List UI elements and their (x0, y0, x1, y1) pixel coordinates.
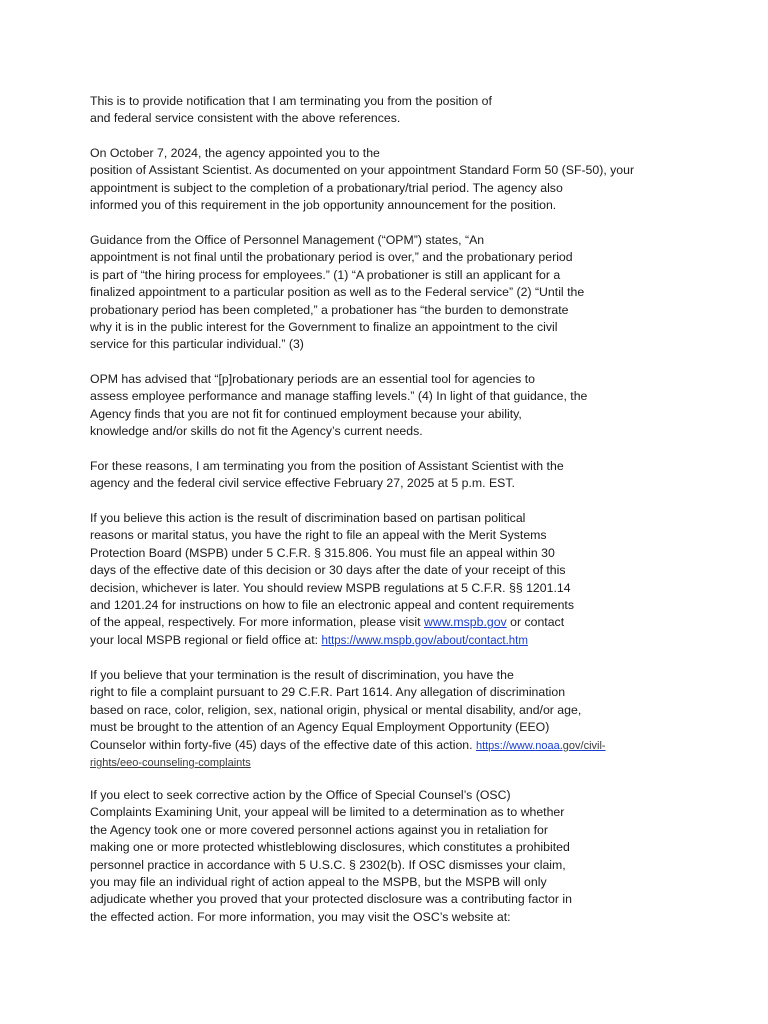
text-fragment: Counselor within forty-five (45) days of the effective date of this action. (90, 737, 476, 752)
text-line: Agency finds that you are not fit for continued employment because your ability, (90, 406, 522, 421)
paragraph-osc-corrective-action (90, 787, 690, 926)
text-line: the effected action. For more information, you may visit the OSC’s website at: (90, 909, 511, 924)
text-line: service for this particular individual.” (3) (90, 337, 304, 352)
paragraph-mspb-appeal (90, 510, 690, 649)
paragraph-appointment (90, 145, 690, 215)
paragraph-opm-guidance (90, 232, 690, 354)
text-line: making one or more protected whistleblowing disclosures, which constitutes a prohibited (90, 840, 570, 855)
text-line: days of the effective date of this decision or 30 days after the date of your receipt of this (90, 563, 566, 578)
mspb-contact-link[interactable]: https://www.mspb.gov/about/contact.htm (321, 634, 528, 647)
text-line: Protection Board (MSPB) under 5 C.F.R. § 315.806. You must file an appeal within 30 (90, 545, 555, 560)
text-line: On October 7, 2024, the agency appointed you to the (90, 146, 380, 160)
text-line: right to file a complaint pursuant to 29 C.F.R. Part 1614. Any allegation of discrimination (90, 685, 566, 700)
text-line: you may file an individual right of action appeal to the MSPB, but the MSPB will only (90, 874, 547, 889)
text-line: informed you of this requirement in the job opportunity announcement for the position. (90, 198, 557, 213)
text-line: reasons or marital status, you have the right to file an appeal with the Merit Systems (90, 528, 547, 543)
text-line: agency and the federal civil service effective February 27, 2025 at 5 p.m. EST. (90, 476, 515, 491)
text-line: finalized appointment to a particular position as well as to the Federal service” (2) “Until the (90, 285, 585, 300)
text-line: adjudicate whether you proved that your protected disclosure was a contributing factor in (90, 892, 572, 907)
text-line: the Agency took one or more covered personnel actions against you in retaliation for (90, 822, 548, 837)
text-line: based on race, color, religion, sex, national origin, physical or mental disability, and/or age, (90, 702, 582, 717)
text-line: OPM has advised that “[p]robationary periods are an essential tool for agencies to (90, 372, 535, 386)
paragraph-notification (90, 93, 690, 128)
text-line (90, 614, 690, 631)
text-fragment: or contact (506, 615, 565, 630)
text-line: assess employee performance and manage staffing levels.” (4) In light of that guidance, the (90, 389, 588, 404)
text-fragment: of the appeal, respectively. For more information, please visit (90, 615, 424, 630)
noaa-eeo-link[interactable] (476, 740, 606, 752)
mspb-website-link[interactable]: www.mspb.gov (424, 615, 507, 630)
text-line: decision, whichever is later. You should review MSPB regulations at 5 C.F.R. §§ 1201.14 (90, 580, 571, 595)
text-line: personnel practice in accordance with 5 U.S.C. § 2302(b). If OSC dismisses your claim, (90, 857, 566, 872)
paragraph-termination (90, 458, 690, 493)
text-line: must be brought to the attention of an Agency Equal Employment Opportunity (EEO) (90, 720, 550, 735)
text-line: This is to provide notification that I am terminating you from the position of (90, 94, 492, 108)
text-line (90, 632, 690, 649)
text-line: If you elect to seek corrective action by the Office of Special Counsel’s (OSC) (90, 788, 511, 802)
text-line: If you believe that your termination is the result of discrimination, you have the (90, 668, 514, 682)
text-line: If you believe this action is the result of discrimination based on partisan political (90, 511, 526, 525)
paragraph-opm-advice (90, 371, 690, 441)
text-line: is part of “the hiring process for employees.” (1) “A probationer is still an applicant for a (90, 267, 561, 282)
text-line: Guidance from the Office of Personnel Management (“OPM”) states, “An (90, 233, 485, 247)
text-line: position of Assistant Scientist. As documented on your appointment Standard Form 50 (SF-50), your (90, 163, 635, 178)
text-line: and federal service consistent with the above references. (90, 111, 401, 126)
text-line: appointment is subject to the completion of a probationary/trial period. The agency also (90, 180, 563, 195)
link-fragment: https://www.noaa (475, 739, 560, 752)
paragraph-eeo-complaint (90, 667, 690, 771)
text-fragment: your local MSPB regional or field office at: (90, 632, 322, 647)
noaa-eeo-link-continued[interactable]: rights/eeo-counseling-complaints (90, 756, 251, 769)
text-line: appointment is not final until the probationary period is over,” and the probationary period (90, 250, 573, 265)
text-line: For these reasons, I am terminating you from the position of Assistant Scientist with the (90, 459, 564, 473)
text-line: why it is in the public interest for the Government to finalize an appointment to the civil (90, 319, 558, 334)
text-line (90, 737, 690, 754)
text-line: Complaints Examining Unit, your appeal will be limited to a determination as to whether (90, 805, 565, 820)
text-line: and 1201.24 for instructions on how to file an electronic appeal and content requirements (90, 597, 574, 612)
text-line: probationary period has been completed,” a probationer has “the burden to demonstrate (90, 302, 569, 317)
text-line: knowledge and/or skills do not fit the Agency’s current needs. (90, 424, 423, 439)
link-fragment: .gov/civil- (559, 739, 606, 752)
text-line (90, 754, 690, 771)
